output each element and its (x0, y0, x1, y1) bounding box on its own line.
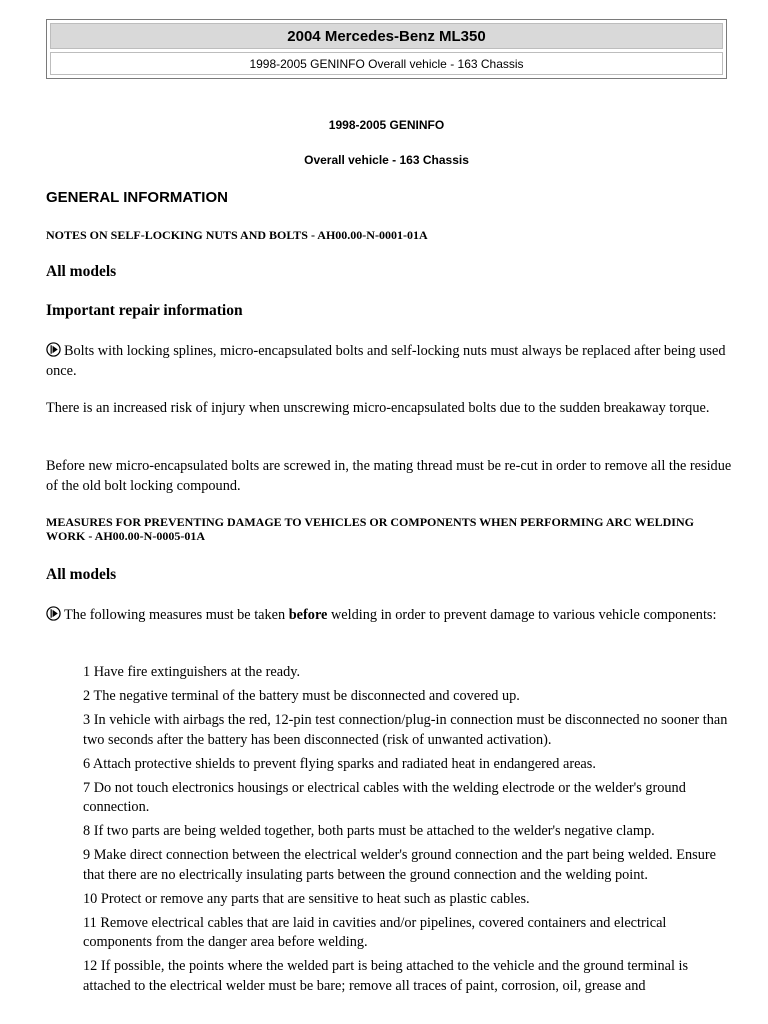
list-item: 8 If two parts are being welded together, both parts must be attached to the welder's negative clamp. (83, 823, 655, 839)
paragraph-text: welding in order to prevent damage to various vehicle components: (327, 607, 717, 623)
main-heading: GENERAL INFORMATION (46, 189, 228, 206)
list-item: 2 The negative terminal of the battery must be disconnected and covered up. (83, 688, 520, 704)
list-item: 11 Remove electrical cables that are laid in cavities and/or pipelines, covered containers and electrical components from the danger area before welding. (83, 914, 667, 950)
list-item: 3 In vehicle with airbags the red, 12-pin test connection/plug-in connection must be disconnected no sooner than two seconds after the battery has been disconnected (risk of unwanted activation). (83, 712, 728, 748)
welding-steps-list (83, 663, 733, 1001)
paragraph-text: Bolts with locking splines, micro-encapsulated bolts and self-locking nuts must always be replaced after being used once. (46, 343, 726, 379)
document-header (46, 19, 727, 79)
paragraph-injury-risk: There is an increased risk of injury when unscrewing micro-encapsulated bolts due to the sudden breakaway torque. (46, 400, 710, 416)
note-arrow-icon (46, 342, 61, 357)
paragraph-text: The following measures must be taken (64, 607, 289, 623)
vehicle-subtitle: 1998-2005 GENINFO Overall vehicle - 163 Chassis (50, 52, 723, 75)
list-item: 12 If possible, the points where the welded part is being attached to the vehicle and the ground terminal is attached to the electrical welder must be bare; remove all traces of paint, corrosion, oil, grease and (83, 958, 689, 994)
section-name: Overall vehicle - 163 Chassis (304, 153, 469, 167)
list-item: 7 Do not touch electronics housings or electrical cables with the welding electrode or the welder's ground connection. (83, 779, 686, 815)
paragraph-recut-thread: Before new micro-encapsulated bolts are screwed in, the mating thread must be re-cut in order to remove all the residue of the old bolt locking compound. (46, 458, 732, 494)
list-item: 9 Make direct connection between the electrical welder's ground connection and the part being welded. Ensure that there are no electrically insulating parts between the ground connection and the welding point. (83, 847, 716, 883)
notes-heading: NOTES ON SELF-LOCKING NUTS AND BOLTS - AH00.00-N-0001-01A (46, 228, 428, 242)
note-arrow-icon (46, 606, 61, 621)
section-code: 1998-2005 GENINFO (328, 118, 445, 132)
list-item: 1 Have fire extinguishers at the ready. (83, 664, 301, 680)
emphasis-before: before (288, 607, 328, 623)
paragraph-replace-bolts (46, 342, 736, 381)
paragraph-welding-measures (46, 606, 736, 626)
important-heading: Important repair information (46, 302, 243, 319)
vehicle-title: 2004 Mercedes-Benz ML350 (50, 23, 723, 49)
all-models-heading-2: All models (46, 566, 117, 583)
list-item: 6 Attach protective shields to prevent flying sparks and radiated heat in endangered areas. (83, 755, 596, 772)
all-models-heading-1: All models (46, 263, 117, 280)
list-item: 10 Protect or remove any parts that are sensitive to heat such as plastic cables. (83, 890, 530, 907)
welding-heading: MEASURES FOR PREVENTING DAMAGE TO VEHICLES OR COMPONENTS WHEN PERFORMING ARC WELDING WORK - AH00.00-N-0005-01A (46, 515, 694, 543)
